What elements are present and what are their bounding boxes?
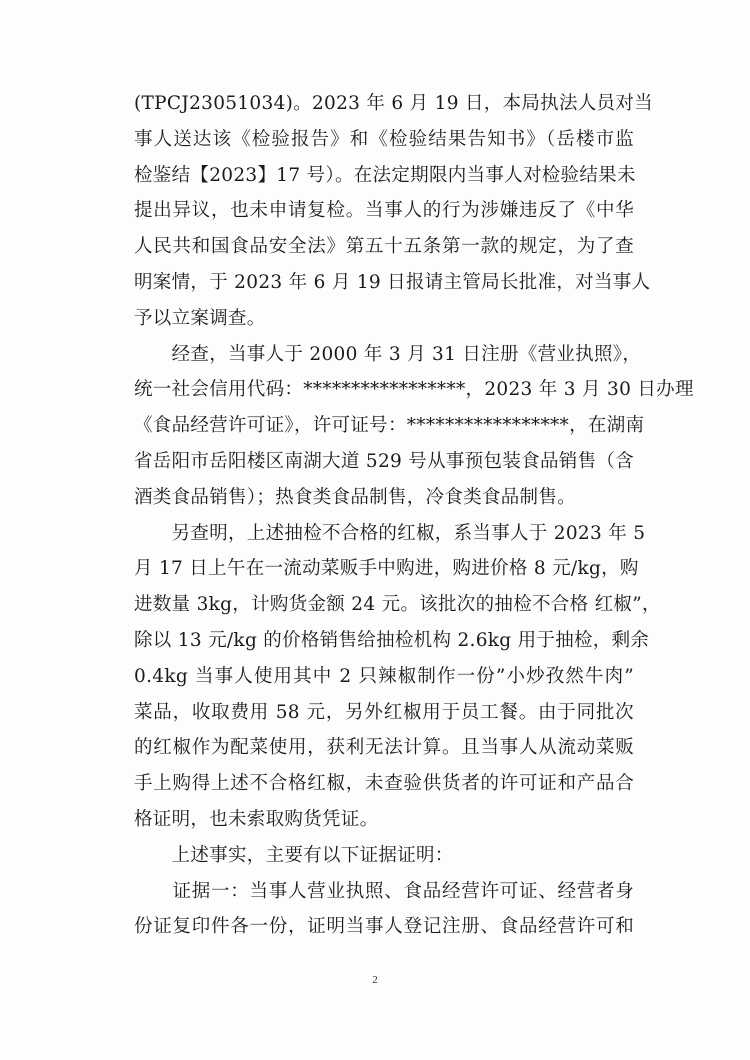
text-line-24: 份证复印件各一份，证明当事人登记注册、食品经营许可和 xyxy=(134,916,634,938)
text-line-3: 检鉴结【2023】17 号）。在法定期限内当事人对检验结果未 xyxy=(134,164,636,186)
text-line-12: 酒类食品销售）；热食类食品制售，冷食类食品制售。 xyxy=(134,486,576,508)
text-line-6: 明案情，于 2023 年 6 月 19 日报请主管局长批准，对当事人 xyxy=(134,271,651,293)
page-number: 2 xyxy=(372,974,378,986)
text-line-1: (TPCJ23051034)。2023 年 6 月 19 日，本局执法人员对当 xyxy=(134,93,653,114)
text-line-13: 另查明，上述抽检不合格的红椒，系当事人于 2023 年 5 xyxy=(134,522,646,544)
text-line-18: 菜品，收取费用 58 元，另外红椒用于员工餐。由于同批次 xyxy=(134,701,634,723)
text-line-10: 《食品经营许可证》，许可证号：*****************，在湖南 xyxy=(134,415,645,437)
text-line-5: 人民共和国食品安全法》第五十五条第一款的规定，为了查 xyxy=(134,236,634,258)
text-line-15: 进数量 3kg，计购货金额 24 元。该批次的抽检不合格 红椒”， xyxy=(134,594,661,616)
document-body xyxy=(134,86,694,945)
text-line-7: 予以立案调查。 xyxy=(134,307,266,329)
text-line-9: 统一社会信用代码：*****************，2023 年 3 月 30 日办理 xyxy=(134,379,694,401)
text-line-20: 手上购得上述不合格红椒，未查验供货者的许可证和产品合 xyxy=(134,773,634,795)
text-line-11: 省岳阳市岳阳楼区南湖大道 529 号从事预包装食品销售（含 xyxy=(134,450,634,472)
text-line-16: 除以 13 元/kg 的价格销售给抽检机构 2.6kg 用于抽检，剩余 xyxy=(134,629,650,651)
text-line-2: 事人送达该《检验报告》和《检验结果告知书》（岳楼市监 xyxy=(134,128,634,150)
text-line-17: 0.4kg 当事人使用其中 2 只辣椒制作一份”小炒孜然牛肉” xyxy=(134,665,634,687)
text-line-19: 的红椒作为配菜使用，获利无法计算。且当事人从流动菜贩 xyxy=(134,737,634,759)
text-line-22: 上述事实，主要有以下证据证明： xyxy=(134,844,454,866)
text-line-4: 提出异议，也未申请复检。当事人的行为涉嫌违反了《中华 xyxy=(134,200,634,222)
text-line-23: 证据一：当事人营业执照、食品经营许可证、经营者身 xyxy=(134,880,634,902)
text-line-21: 格证明，也未索取购货凭证。 xyxy=(134,808,379,830)
text-line-14: 月 17 日上午在一流动菜贩手中购进，购进价格 8 元/kg，购 xyxy=(134,558,639,580)
text-line-8: 经查，当事人于 2000 年 3 月 31 日注册《营业执照》， xyxy=(134,343,642,365)
